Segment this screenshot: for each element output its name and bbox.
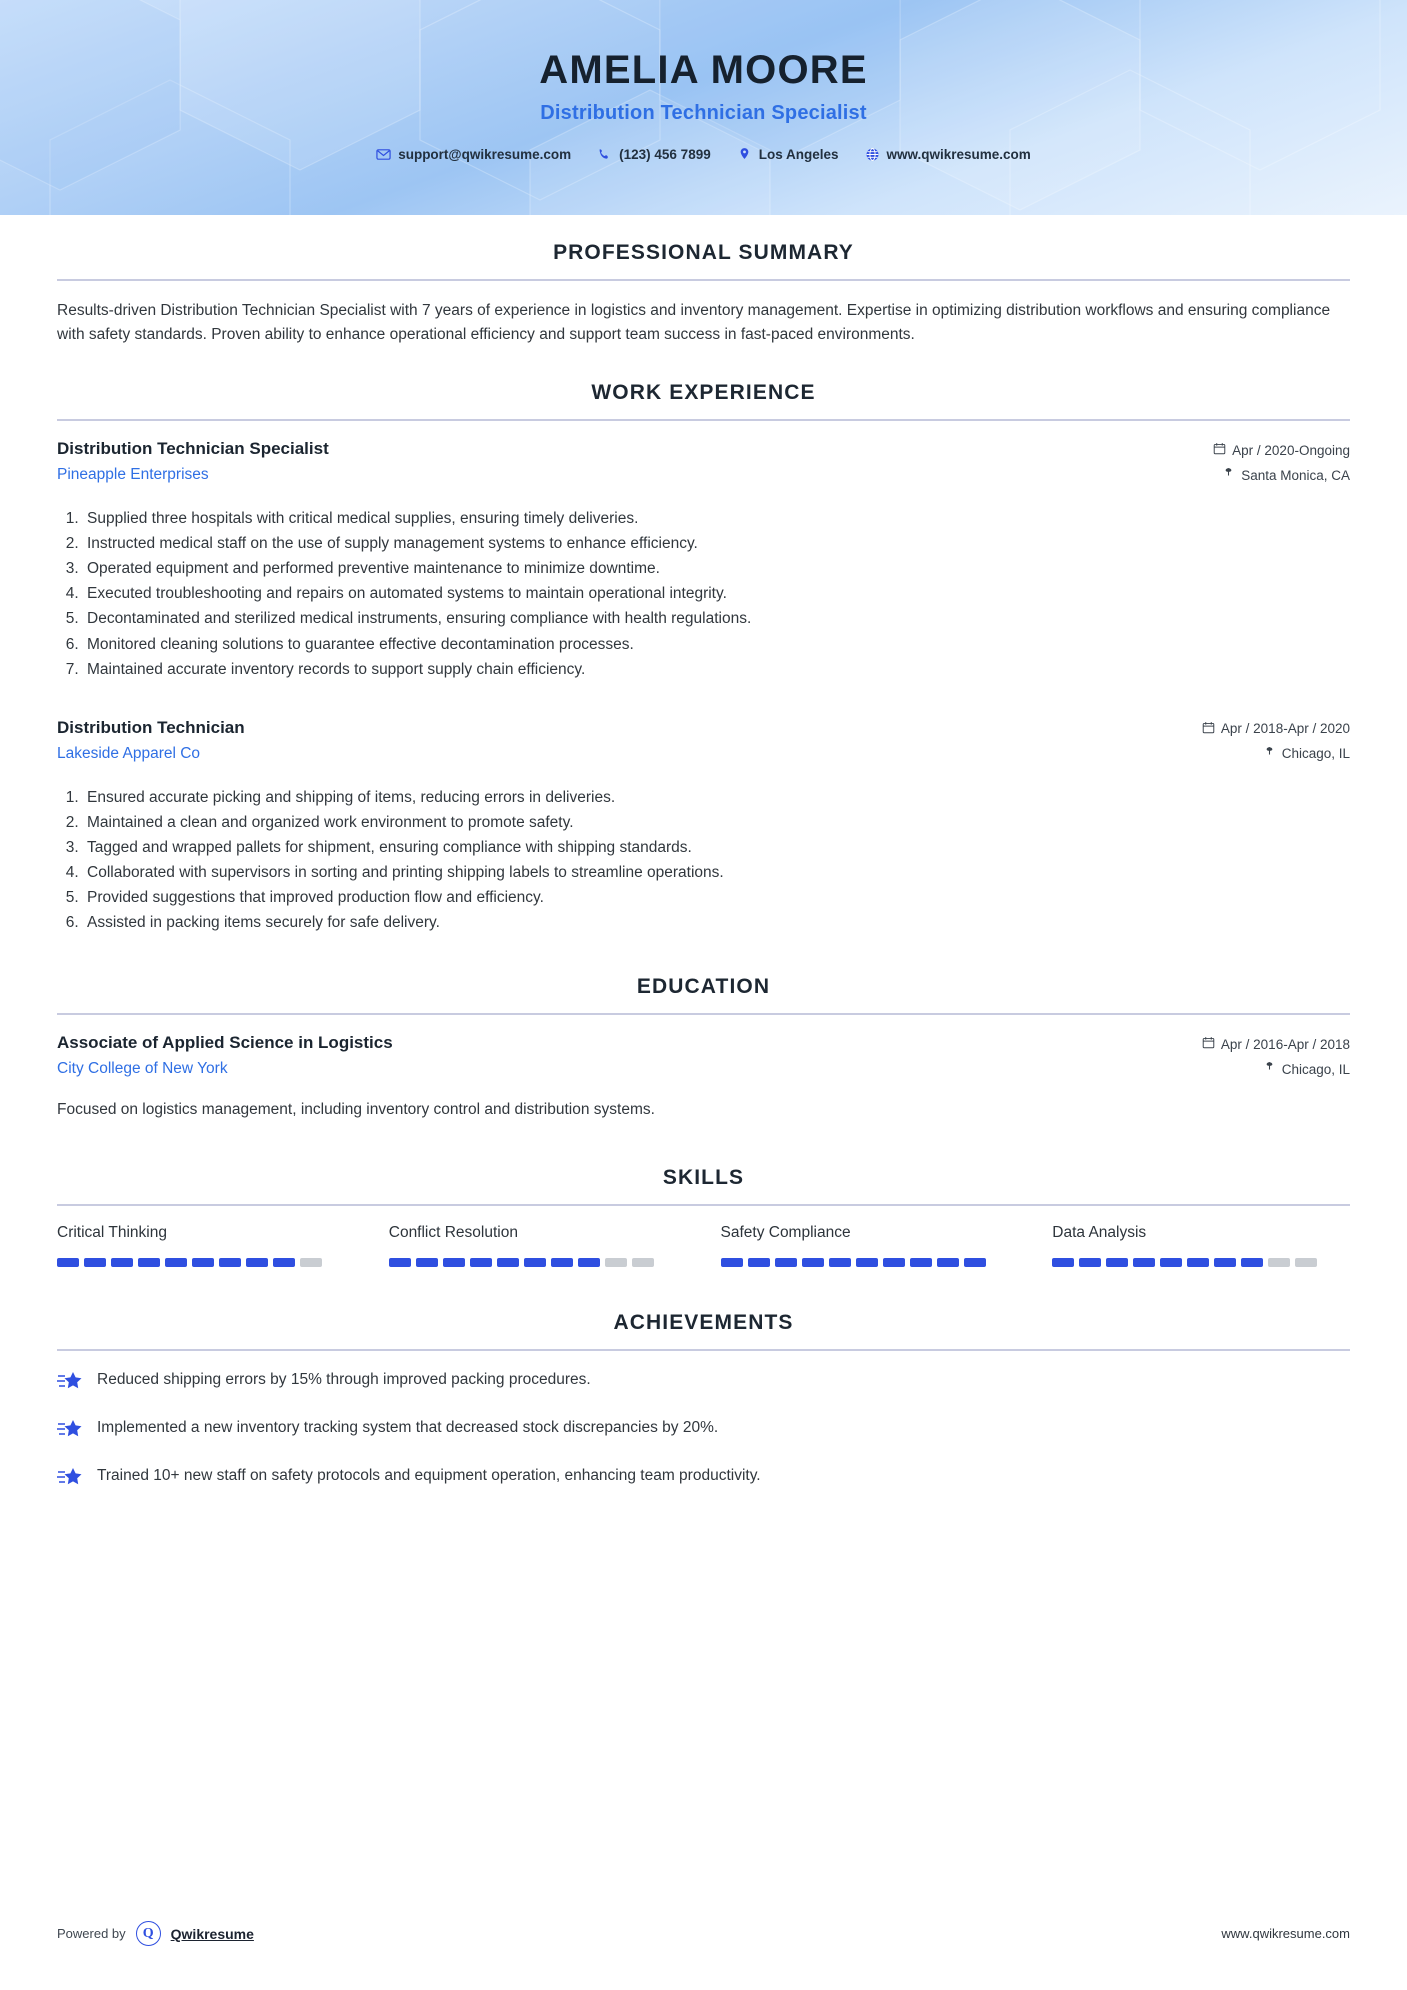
section-divider: [57, 1013, 1350, 1015]
contact-phone[interactable]: [597, 147, 711, 162]
experience-location: [1213, 467, 1350, 483]
list-item: 2. Instructed medical staff on the use of supply management systems to enhance efficiency.: [83, 531, 1350, 556]
achievement-text: Reduced shipping errors by 15% through improved packing procedures.: [97, 1370, 591, 1388]
map-pin-icon: [1222, 467, 1235, 483]
calendar-icon: [1202, 1036, 1215, 1052]
location-icon: [737, 147, 752, 162]
skill-level-meter: [1052, 1258, 1350, 1267]
section-title-skills: SKILLS: [662, 1165, 745, 1189]
skill-item: [389, 1224, 687, 1267]
list-item: 4. Collaborated with supervisors in sorting and printing shipping labels to streamline operations.: [83, 860, 1350, 885]
brand-link[interactable]: Qwikresume: [170, 1925, 254, 1942]
map-pin-icon: [1263, 1061, 1276, 1077]
phone-icon: [597, 147, 612, 162]
experience-date-text: Apr / 2018-Apr / 2020: [1220, 721, 1350, 737]
list-item: 3. Operated equipment and performed preventive maintenance to minimize downtime.: [83, 556, 1350, 581]
skill-item: [721, 1224, 1019, 1267]
education-degree: Associate of Applied Science in Logistics: [57, 1033, 393, 1053]
list-item: 5. Provided suggestions that improved production flow and efficiency.: [83, 885, 1350, 910]
contact-bar: [0, 147, 1407, 162]
contact-website[interactable]: [865, 147, 1031, 162]
education-location-text: Chicago, IL: [1281, 1061, 1350, 1077]
skill-level-meter: [389, 1258, 687, 1267]
achievement-item: [57, 1465, 1350, 1493]
qwikresume-logo-icon: Q: [136, 1921, 161, 1946]
section-professional-summary: [57, 241, 1350, 347]
list-item: 2. Maintained a clean and organized work environment to promote safety.: [83, 810, 1350, 835]
list-item: 4. Executed troubleshooting and repairs on automated systems to maintain operational integrity.: [83, 581, 1350, 606]
education-date-text: Apr / 2016-Apr / 2018: [1220, 1036, 1350, 1052]
powered-by-label: Powered by: [57, 1926, 126, 1941]
section-title-experience: WORK EXPERIENCE: [591, 381, 816, 405]
section-title-achievements: ACHIEVEMENTS: [613, 1310, 794, 1334]
experience-entry: [57, 439, 1350, 682]
skill-item: [1052, 1224, 1350, 1267]
section-achievements: [57, 1311, 1350, 1493]
skill-level-meter: [721, 1258, 1019, 1267]
education-school[interactable]: City College of New York: [57, 1060, 228, 1078]
contact-location-text: Los Angeles: [758, 147, 839, 162]
footer-website-url[interactable]: www.qwikresume.com: [1221, 1926, 1350, 1941]
calendar-icon: [1202, 721, 1215, 737]
contact-email[interactable]: [376, 147, 571, 162]
star-burst-icon: [57, 1418, 83, 1445]
skill-label: Critical Thinking: [57, 1223, 167, 1241]
education-date: [1202, 1036, 1350, 1052]
list-item: 1. Supplied three hospitals with critical medical supplies, ensuring timely deliveries.: [83, 506, 1350, 531]
education-entry: [57, 1033, 1350, 1121]
summary-text: Results-driven Distribution Technician Specialist with 7 years of experience in logistics and inventory management. Expertise in optimizing distribution workflows and ensuring compliance with safety standards. Proven ability to enhance operational efficiency and support team success in fast-paced environments.: [57, 302, 1331, 344]
header-banner: [0, 0, 1407, 215]
page-footer: [57, 1921, 1350, 1946]
experience-date: [1202, 721, 1350, 737]
experience-location: [1202, 746, 1350, 762]
experience-location-text: Chicago, IL: [1281, 746, 1350, 762]
experience-job-title: Distribution Technician Specialist: [57, 439, 329, 459]
skill-label: Data Analysis: [1052, 1223, 1147, 1241]
experience-bullet-list: [57, 785, 1350, 936]
page-title: AMELIA MOORE: [539, 48, 868, 92]
list-item: 3. Tagged and wrapped pallets for shipment, ensuring compliance with shipping standards.: [83, 835, 1350, 860]
experience-company[interactable]: Pineapple Enterprises: [57, 466, 209, 484]
section-skills: [57, 1166, 1350, 1267]
email-icon: [376, 147, 391, 162]
contact-website-text: www.qwikresume.com: [886, 147, 1031, 162]
powered-by-block: [57, 1921, 254, 1946]
contact-phone-text: (123) 456 7899: [619, 147, 711, 162]
education-location: [1202, 1061, 1350, 1077]
experience-bullet-list: [57, 506, 1350, 682]
section-divider: [57, 279, 1350, 281]
job-role-subtitle: Distribution Technician Specialist: [540, 102, 867, 124]
list-item: 5. Decontaminated and sterilized medical instruments, ensuring compliance with health regulations.: [83, 606, 1350, 631]
globe-icon: [865, 147, 880, 162]
skills-grid: [57, 1224, 1350, 1267]
achievement-text: Implemented a new inventory tracking system that decreased stock discrepancies by 20%.: [97, 1418, 719, 1436]
experience-date-text: Apr / 2020-Ongoing: [1232, 442, 1350, 458]
star-burst-icon: [57, 1370, 83, 1397]
experience-date: [1213, 442, 1350, 458]
education-description: Focused on logistics management, including inventory control and distribution systems.: [57, 1101, 655, 1119]
skill-label: Conflict Resolution: [388, 1223, 518, 1241]
achievement-item: [57, 1369, 1350, 1397]
achievement-item: [57, 1417, 1350, 1445]
map-pin-icon: [1263, 746, 1276, 762]
section-title-summary: PROFESSIONAL SUMMARY: [553, 241, 854, 264]
list-item: 6. Assisted in packing items securely for safe delivery.: [83, 910, 1350, 935]
experience-company[interactable]: Lakeside Apparel Co: [57, 744, 201, 762]
skill-level-meter: [57, 1258, 355, 1267]
star-burst-icon: [57, 1466, 83, 1493]
list-item: 7. Maintained accurate inventory records to support supply chain efficiency.: [83, 657, 1350, 682]
skill-item: [57, 1224, 355, 1267]
section-title-education: EDUCATION: [636, 975, 771, 999]
experience-job-title: Distribution Technician: [57, 717, 245, 737]
section-work-experience: [57, 381, 1350, 935]
list-item: 6. Monitored cleaning solutions to guarantee effective decontamination processes.: [83, 632, 1350, 657]
achievement-text: Trained 10+ new staff on safety protocols and equipment operation, enhancing team productivity.: [97, 1466, 761, 1484]
section-education: [57, 975, 1350, 1121]
list-item: 1. Ensured accurate picking and shipping of items, reducing errors in deliveries.: [83, 785, 1350, 810]
section-divider: [57, 419, 1350, 421]
experience-entry: [57, 718, 1350, 936]
skill-label: Safety Compliance: [720, 1223, 851, 1241]
experience-location-text: Santa Monica, CA: [1241, 467, 1350, 483]
section-divider: [57, 1204, 1350, 1206]
calendar-icon: [1213, 442, 1226, 458]
contact-email-text: support@qwikresume.com: [398, 147, 572, 162]
section-divider: [57, 1349, 1350, 1351]
contact-location[interactable]: [737, 147, 839, 162]
